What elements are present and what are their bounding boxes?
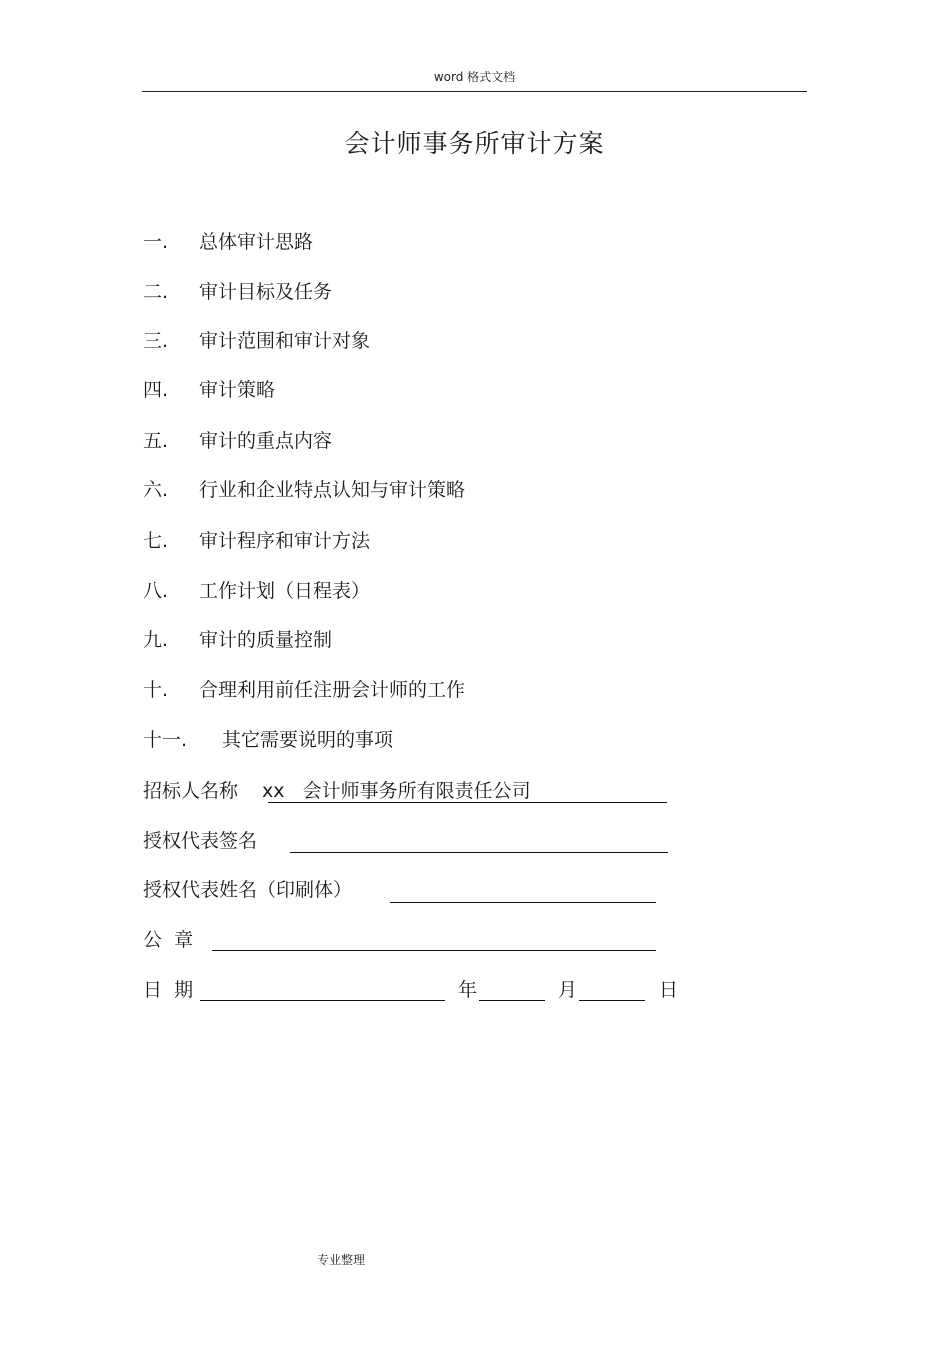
toc-number: 三. xyxy=(143,330,169,352)
year-underline xyxy=(479,999,545,1001)
toc-item xyxy=(143,726,393,754)
printed-name-field xyxy=(143,876,663,906)
toc-item xyxy=(143,278,332,306)
date-label: 日 期 xyxy=(143,979,194,1001)
toc-item xyxy=(143,327,370,355)
bidder-name-field xyxy=(143,777,673,807)
toc-item xyxy=(143,228,313,256)
toc-number: 五. xyxy=(143,430,169,452)
toc-label: 审计范围和审计对象 xyxy=(199,330,371,352)
toc-label: 审计目标及任务 xyxy=(199,281,333,303)
header-divider xyxy=(142,91,807,92)
toc-number: 一. xyxy=(143,231,169,253)
toc-label: 行业和企业特点认知与审计策略 xyxy=(199,479,466,501)
bidder-name-underline xyxy=(268,801,667,803)
seal-label: 公 章 xyxy=(143,929,194,951)
toc-number: 十一. xyxy=(143,729,188,751)
seal-underline xyxy=(212,949,656,951)
printed-name-label: 授权代表姓名（印刷体） xyxy=(143,879,353,901)
toc-item xyxy=(143,527,370,555)
document-title: 会计师事务所审计方案 xyxy=(344,129,605,158)
seal-field xyxy=(143,926,663,956)
toc-label: 审计策略 xyxy=(199,379,276,401)
month-underline xyxy=(579,999,645,1001)
toc-number: 八. xyxy=(143,580,169,602)
toc-item xyxy=(143,676,465,704)
year-label: 年 xyxy=(458,979,478,1001)
toc-number: 九. xyxy=(143,629,169,651)
toc-item xyxy=(143,476,465,504)
toc-label: 合理利用前任注册会计师的工作 xyxy=(199,679,466,701)
month-label: 月 xyxy=(558,979,578,1001)
toc-label: 审计的质量控制 xyxy=(199,629,333,651)
signature-label: 授权代表签名 xyxy=(143,830,258,852)
toc-item xyxy=(143,626,332,654)
toc-number: 二. xyxy=(143,281,169,303)
toc-label: 审计程序和审计方法 xyxy=(199,530,371,552)
day-label: 日 xyxy=(659,979,679,1001)
page-header: word 格式文档 xyxy=(433,70,516,84)
toc-number: 四. xyxy=(143,379,169,401)
printed-name-underline xyxy=(390,901,656,903)
toc-number: 七. xyxy=(143,530,169,552)
signature-field xyxy=(143,827,673,857)
page-footer: 专业整理 xyxy=(317,1253,366,1267)
toc-label: 审计的重点内容 xyxy=(199,430,333,452)
bidder-name-label: 招标人名称 xyxy=(143,780,239,802)
date-underline xyxy=(200,999,445,1001)
toc-item xyxy=(143,577,370,605)
bidder-name-value: xx 会计师事务所有限责任公司 xyxy=(262,780,531,802)
toc-label: 其它需要说明的事项 xyxy=(222,729,394,751)
toc-label: 工作计划（日程表） xyxy=(199,580,371,602)
toc-number: 十. xyxy=(143,679,169,701)
date-field xyxy=(143,976,688,1006)
toc-item xyxy=(143,376,275,404)
toc-number: 六. xyxy=(143,479,169,501)
toc-label: 总体审计思路 xyxy=(199,231,314,253)
signature-underline xyxy=(290,851,668,853)
toc-item xyxy=(143,427,332,455)
